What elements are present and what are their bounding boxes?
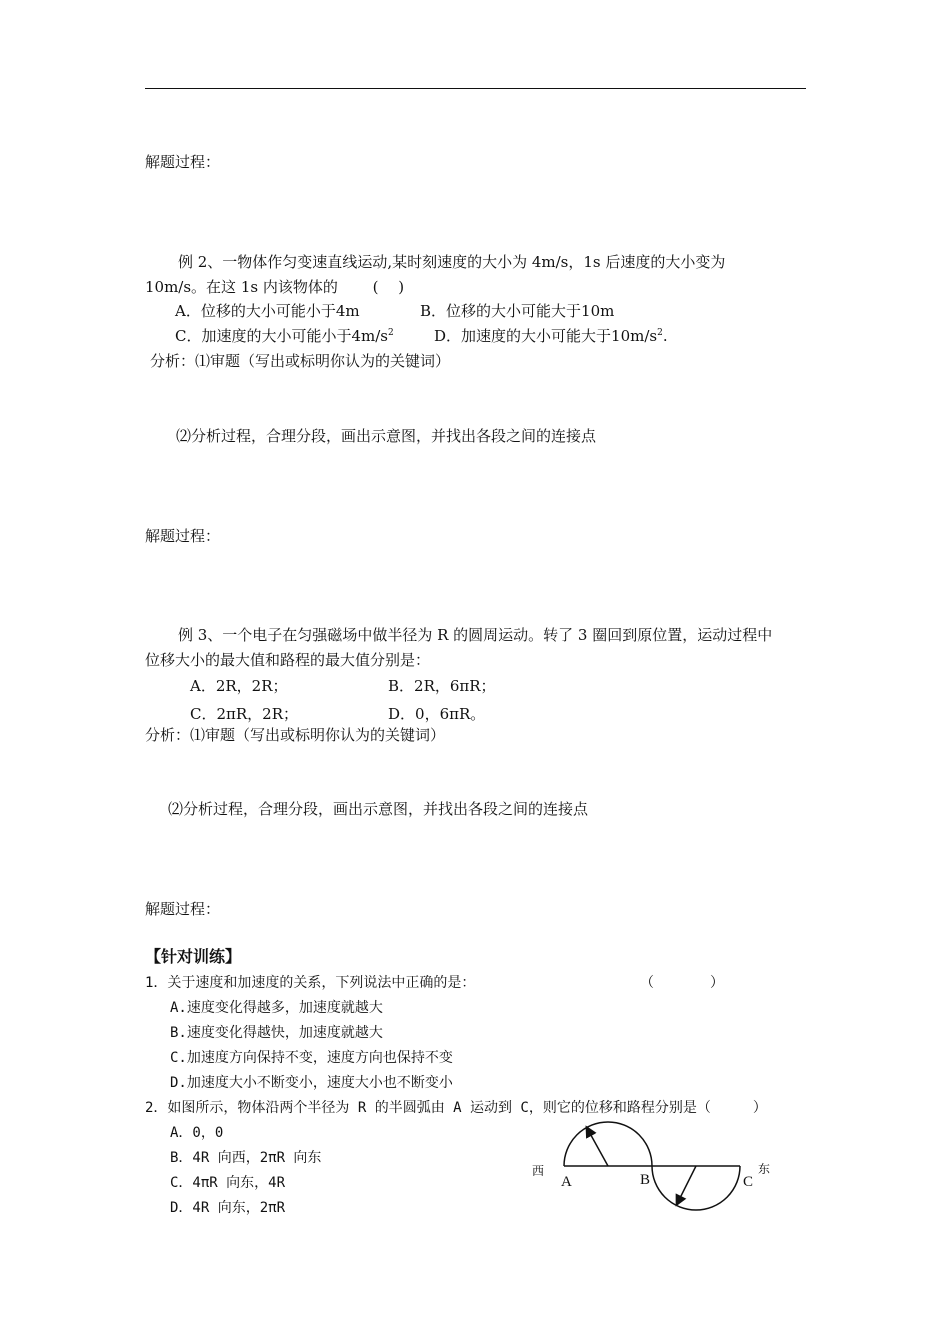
training-heading: 【针对训练】 <box>145 947 242 966</box>
example2-option-d: D．加速度的大小可能大于$10m/s^2$. <box>434 327 668 345</box>
example2-line1: 例 2、一物体作匀变速直线运动,某时刻速度的大小为 4m/s，1s 后速度的大小变为 <box>178 253 726 271</box>
example3-option-c: C．2πR，2R； <box>190 705 299 723</box>
q1-option-d: D.加速度大小不断变小，速度大小也不断变小 <box>170 1075 453 1091</box>
example2-analysis-step2: ⑵分析过程，合理分段，画出示意图，并找出各段之间的连接点 <box>176 427 597 445</box>
example3-option-a: A．2R，2R； <box>190 677 288 695</box>
q1-option-a: A.速度变化得越多，加速度就越大 <box>170 1000 383 1016</box>
east-label: 东 <box>758 1162 771 1176</box>
example2-option-a: A．位移的大小可能小于4m <box>175 302 360 320</box>
q1-option-b: B.速度变化得越快，加速度就越大 <box>170 1025 383 1041</box>
upper-semicircle-arc <box>564 1122 652 1166</box>
point-c-label: C <box>743 1174 754 1190</box>
example2-option-b: B．位移的大小可能大于10m <box>420 302 615 320</box>
upper-radius-arrow <box>587 1128 608 1166</box>
q2-option-b: B．4R 向西，2πR 向东 <box>170 1150 322 1166</box>
point-b-label: B <box>640 1172 651 1188</box>
semicircle-path-figure <box>520 1118 780 1218</box>
lower-radius-arrow <box>677 1166 696 1204</box>
q2-stem: 2．如图所示，物体沿两个半径为 R 的半圆弧由 A 运动到 C，则它的位移和路程分别是（ ） <box>145 1100 767 1116</box>
q2-option-a: A．0，0 <box>170 1125 224 1141</box>
point-a-label: A <box>561 1174 572 1190</box>
solve-label-2: 解题过程： <box>145 527 221 545</box>
example3-analysis-step1: 分析：⑴审题（写出或标明你认为的关键词） <box>145 726 446 744</box>
solve-label-3: 解题过程： <box>145 900 221 918</box>
q2-option-d: D．4R 向东，2πR <box>170 1200 286 1216</box>
west-label: 西 <box>532 1164 545 1178</box>
header-rule <box>145 88 806 89</box>
q1-stem: 1．关于速度和加速度的关系，下列说法中正确的是： <box>145 975 476 991</box>
lower-semicircle-arc <box>652 1166 740 1210</box>
superscript: 2 <box>388 328 394 338</box>
example3-option-d: D．0，6πR。 <box>388 705 486 723</box>
example2-option-c: C．加速度的大小可能小于$4m/s^2$ <box>175 327 394 345</box>
q2-option-c: C．4πR 向东，4R <box>170 1175 286 1191</box>
q1-option-c: C.加速度方向保持不变，速度方向也保持不变 <box>170 1050 453 1066</box>
example3-line2: 位移大小的最大值和路程的最大值分别是： <box>145 651 431 669</box>
example3-analysis-step2: ⑵分析过程，合理分段，画出示意图，并找出各段之间的连接点 <box>168 800 589 818</box>
superscript: 2 <box>657 328 663 338</box>
q1-answer-paren: （ ） <box>640 975 724 991</box>
example2-analysis-step1: 分析：⑴审题（写出或标明你认为的关键词） <box>150 352 451 370</box>
solve-label-1: 解题过程： <box>145 153 221 171</box>
example3-line1: 例 3、一个电子在匀强磁场中做半径为 R 的圆周运动。转了 3 圈回到原位置，运动过程中 <box>178 626 773 644</box>
example3-option-b: B．2R，6πR； <box>388 677 496 695</box>
example2-line2: 10m/s。在这 1s 内该物体的 ( ) <box>145 278 405 296</box>
